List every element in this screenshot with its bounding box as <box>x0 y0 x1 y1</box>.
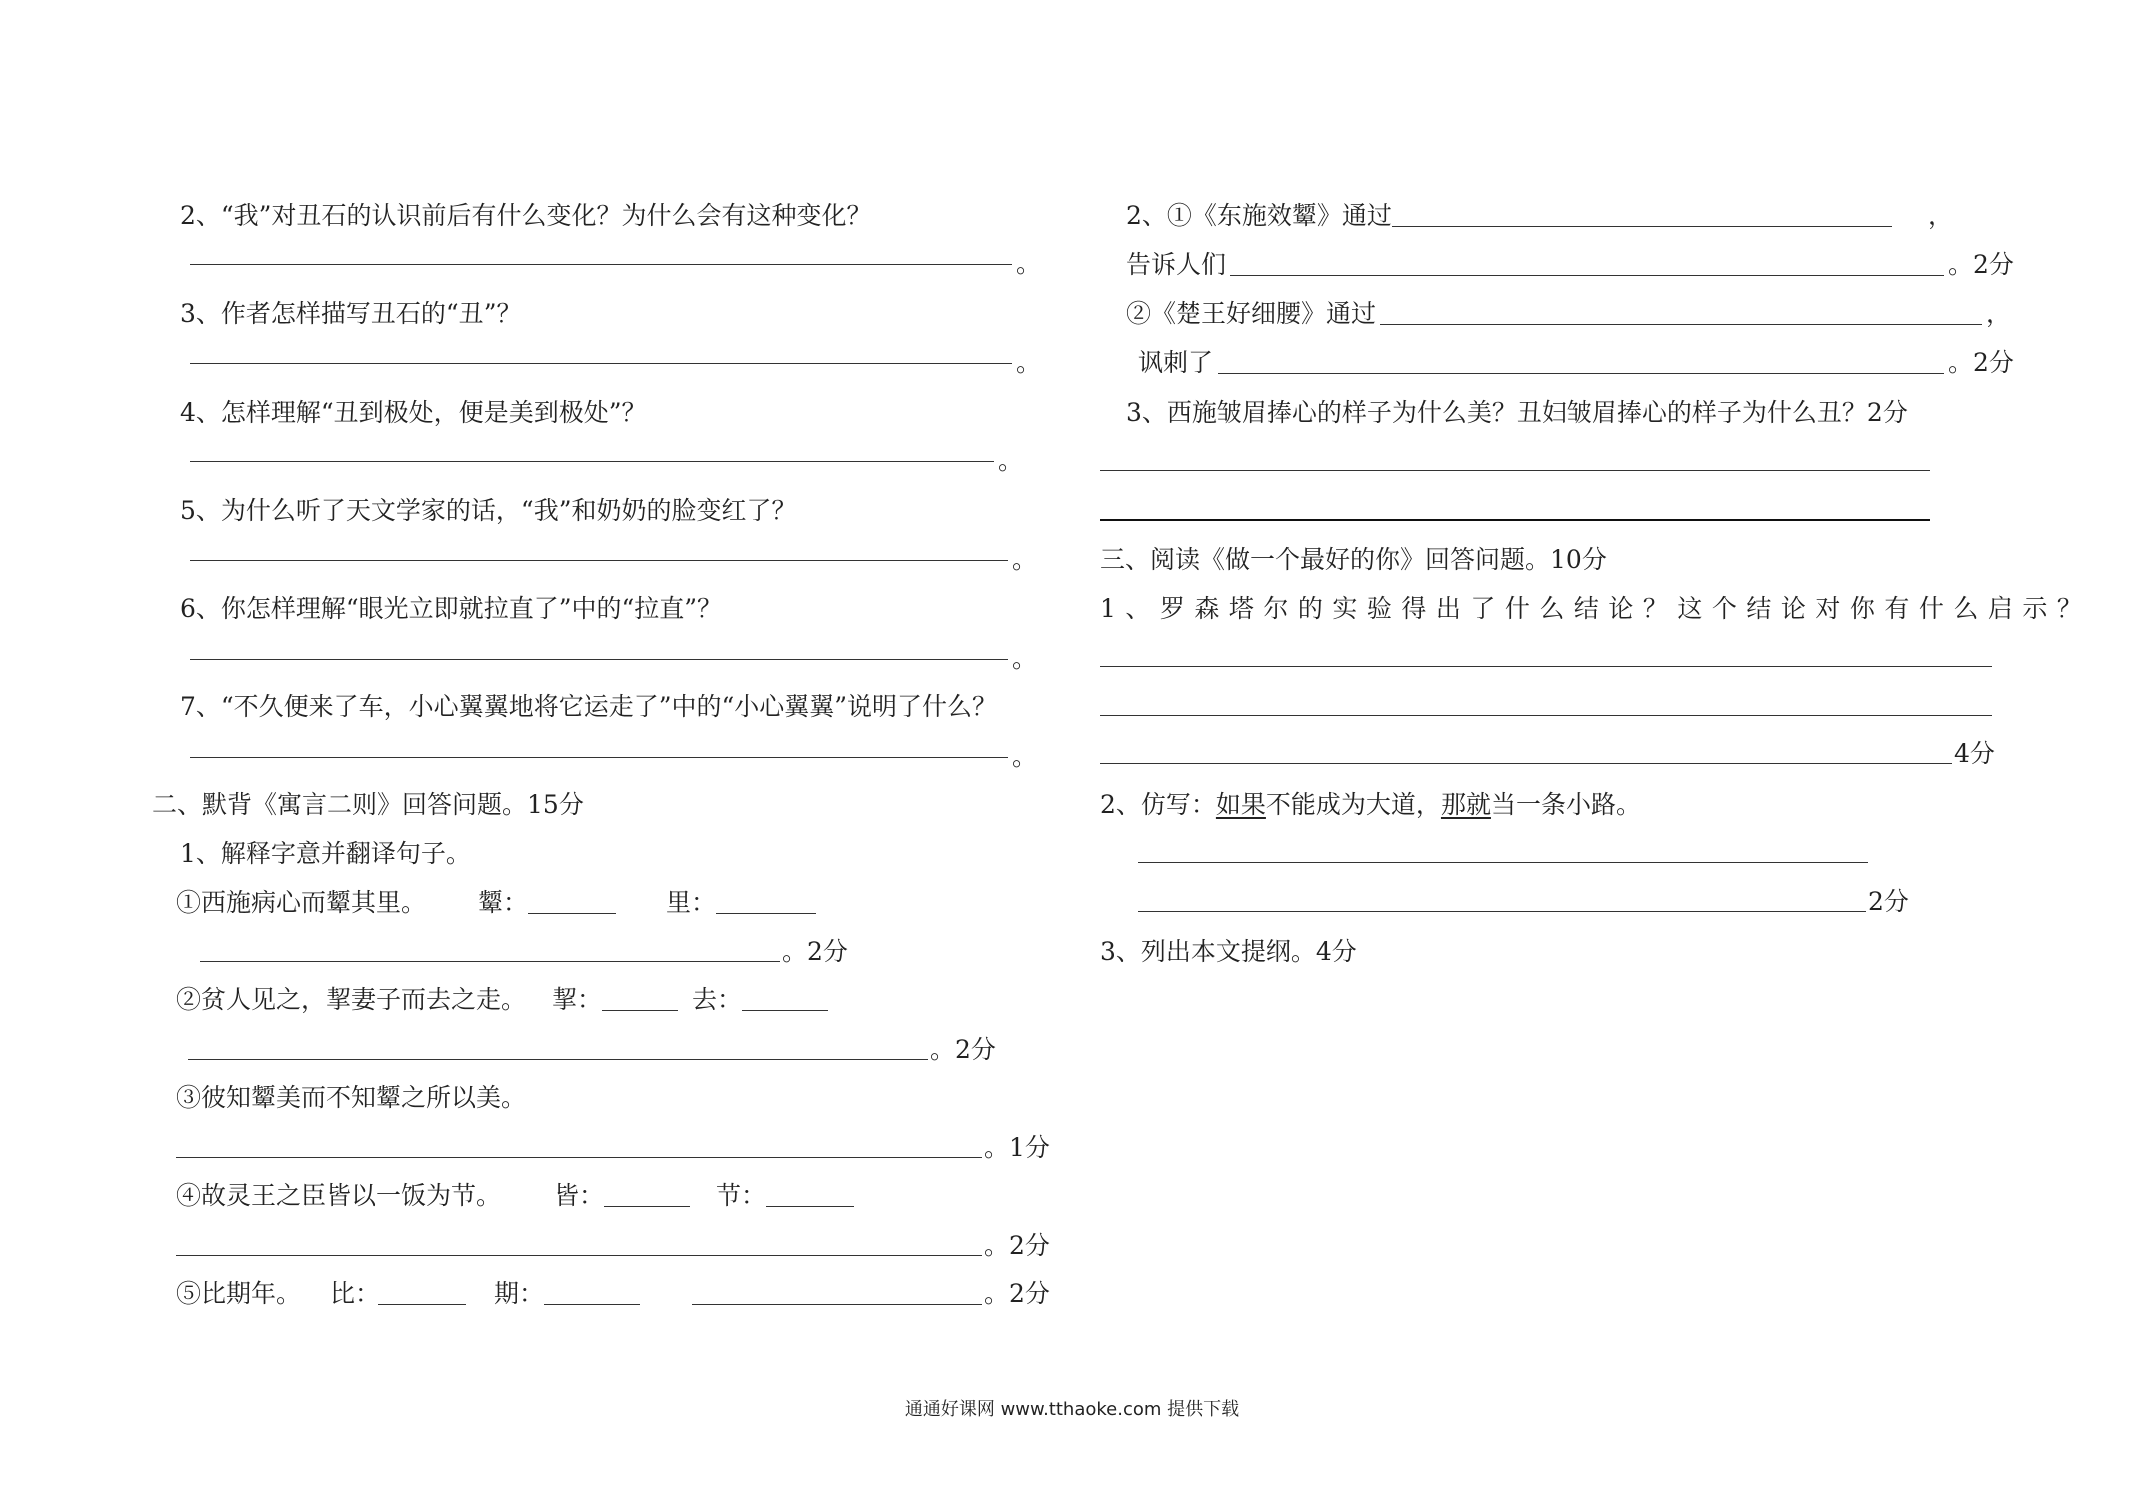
item-1-translation-line[interactable] <box>200 961 780 962</box>
s3-q2-score: 2分 <box>1868 887 1909 916</box>
item-1-score: 。2分 <box>782 937 848 966</box>
item-5-score: 。2分 <box>984 1279 1050 1308</box>
period: 。 <box>1016 249 1042 278</box>
item-4-word-2-label: 节： <box>716 1181 767 1210</box>
r-q2-line-4[interactable] <box>1218 373 1944 374</box>
section-2-title: 二、默背《寓言二则》回答问题。15分 <box>152 790 584 819</box>
r-q2-line-2[interactable] <box>1230 275 1944 276</box>
item-5-word-2-blank[interactable] <box>544 1304 640 1305</box>
item-5-sentence: ⑤比期年。 <box>176 1279 302 1308</box>
r-q2-tell-label: 告诉人们 <box>1126 250 1227 279</box>
item-2-word-2-blank[interactable] <box>742 1010 828 1011</box>
s3-q2-middle: 不能成为大道， <box>1265 790 1441 819</box>
s3-q1-score: 4分 <box>1954 739 1995 768</box>
period: 。 <box>998 446 1024 475</box>
answer-line[interactable] <box>190 461 994 462</box>
item-5-word-1-blank[interactable] <box>378 1304 466 1305</box>
item-1-word-2-label: 里： <box>666 888 717 917</box>
r-q3-line-2[interactable] <box>1100 519 1930 521</box>
s3-q2-prefix: 2、仿写： <box>1100 790 1216 819</box>
r-q2-satire-label: 讽刺了 <box>1138 348 1214 377</box>
s3-q1-line-1[interactable] <box>1100 666 1992 667</box>
answer-line[interactable] <box>190 659 1008 660</box>
item-1-sentence: ①西施病心而颦其里。 <box>176 888 427 917</box>
item-3-translation-line[interactable] <box>176 1157 982 1158</box>
question-3: 3、作者怎样描写丑石的“丑”？ <box>180 299 522 328</box>
footer-text: 通通好课网 www.tthaoke.com 提供下载 <box>904 1399 1240 1420</box>
s3-q2-underlined-1: 如果 <box>1215 790 1266 819</box>
question-7: 7、“不久便来了车，小心翼翼地将它运走了”中的“小心翼翼”说明了什么？ <box>180 692 998 721</box>
s2-question-1: 1、解释字意并翻译句子。 <box>180 839 471 868</box>
item-5-word-1-label: 比： <box>330 1279 381 1308</box>
item-5-translation-line[interactable] <box>692 1304 982 1305</box>
item-4-word-1-label: 皆： <box>554 1181 605 1210</box>
period: 。 <box>1012 545 1038 574</box>
r-q2-line-1[interactable] <box>1392 226 1892 227</box>
comma: ， <box>1986 299 2012 328</box>
r-q2-line-3[interactable] <box>1380 324 1982 325</box>
period: 。 <box>1012 742 1038 771</box>
s3-q1-line-3[interactable] <box>1100 763 1952 764</box>
item-3-score: 。1分 <box>984 1133 1050 1162</box>
s3-q2-underlined-2: 那就 <box>1440 790 1491 819</box>
r-question-2-part-2: ②《楚王好细腰》通过 <box>1126 299 1377 328</box>
s3-question-2 <box>1100 790 1641 820</box>
question-5: 5、为什么听了天文学家的话，“我”和奶奶的脸变红了？ <box>180 496 797 525</box>
s3-q1-line-2[interactable] <box>1100 715 1992 716</box>
item-2-translation-line[interactable] <box>188 1059 928 1060</box>
item-4-score: 。2分 <box>984 1231 1050 1260</box>
item-1-word-2-blank[interactable] <box>716 913 816 914</box>
answer-line[interactable] <box>190 363 1012 364</box>
s3-q2-line-1[interactable] <box>1138 862 1868 863</box>
item-1-word-1-label: 颦： <box>478 888 529 917</box>
answer-line[interactable] <box>190 560 1008 561</box>
item-2-word-1-blank[interactable] <box>602 1010 678 1011</box>
r-question-2-part-1: 2、①《东施效颦》通过 <box>1126 201 1392 230</box>
question-4: 4、怎样理解“丑到极处，便是美到极处”？ <box>180 398 647 427</box>
period: 。 <box>1016 348 1042 377</box>
item-4-sentence: ④故灵王之臣皆以一饭为节。 <box>176 1181 502 1210</box>
item-2-score: 。2分 <box>930 1035 996 1064</box>
item-4-word-1-blank[interactable] <box>604 1206 690 1207</box>
item-1-word-1-blank[interactable] <box>528 913 616 914</box>
item-3-sentence: ③彼知颦美而不知颦之所以美。 <box>176 1083 527 1112</box>
answer-line[interactable] <box>190 264 1012 265</box>
s3-q2-line-2[interactable] <box>1138 911 1866 912</box>
section-3-title: 三、阅读《做一个最好的你》回答问题。10分 <box>1100 545 1607 574</box>
item-2-sentence: ②贫人见之，挈妻子而去之走。 <box>176 985 527 1014</box>
r-question-3: 3、西施皱眉捧心的样子为什么美？丑妇皱眉捧心的样子为什么丑？2分 <box>1126 398 1908 427</box>
r-q2-score-2: 。2分 <box>1948 348 2014 377</box>
item-4-translation-line[interactable] <box>176 1255 982 1256</box>
period: 。 <box>1012 644 1038 673</box>
question-2: 2、“我”对丑石的认识前后有什么变化？为什么会有这种变化？ <box>180 201 872 230</box>
question-6: 6、你怎样理解“眼光立即就拉直了”中的“拉直”？ <box>180 594 723 623</box>
s3-q2-end: 当一条小路。 <box>1490 790 1641 819</box>
item-2-word-1-label: 挈： <box>552 985 603 1014</box>
comma: ， <box>1928 201 1954 230</box>
s3-question-1: 1、罗森塔尔的实验得出了什么结论？这个结论对你有什么启示？ <box>1100 594 2092 623</box>
s3-question-3: 3、列出本文提纲。4分 <box>1100 937 1357 966</box>
item-4-word-2-blank[interactable] <box>766 1206 854 1207</box>
r-q2-score-1: 。2分 <box>1948 250 2014 279</box>
answer-line[interactable] <box>190 757 1008 758</box>
item-5-word-2-label: 期： <box>494 1279 545 1308</box>
item-2-word-2-label: 去： <box>692 985 743 1014</box>
r-q3-line-1[interactable] <box>1100 470 1930 471</box>
